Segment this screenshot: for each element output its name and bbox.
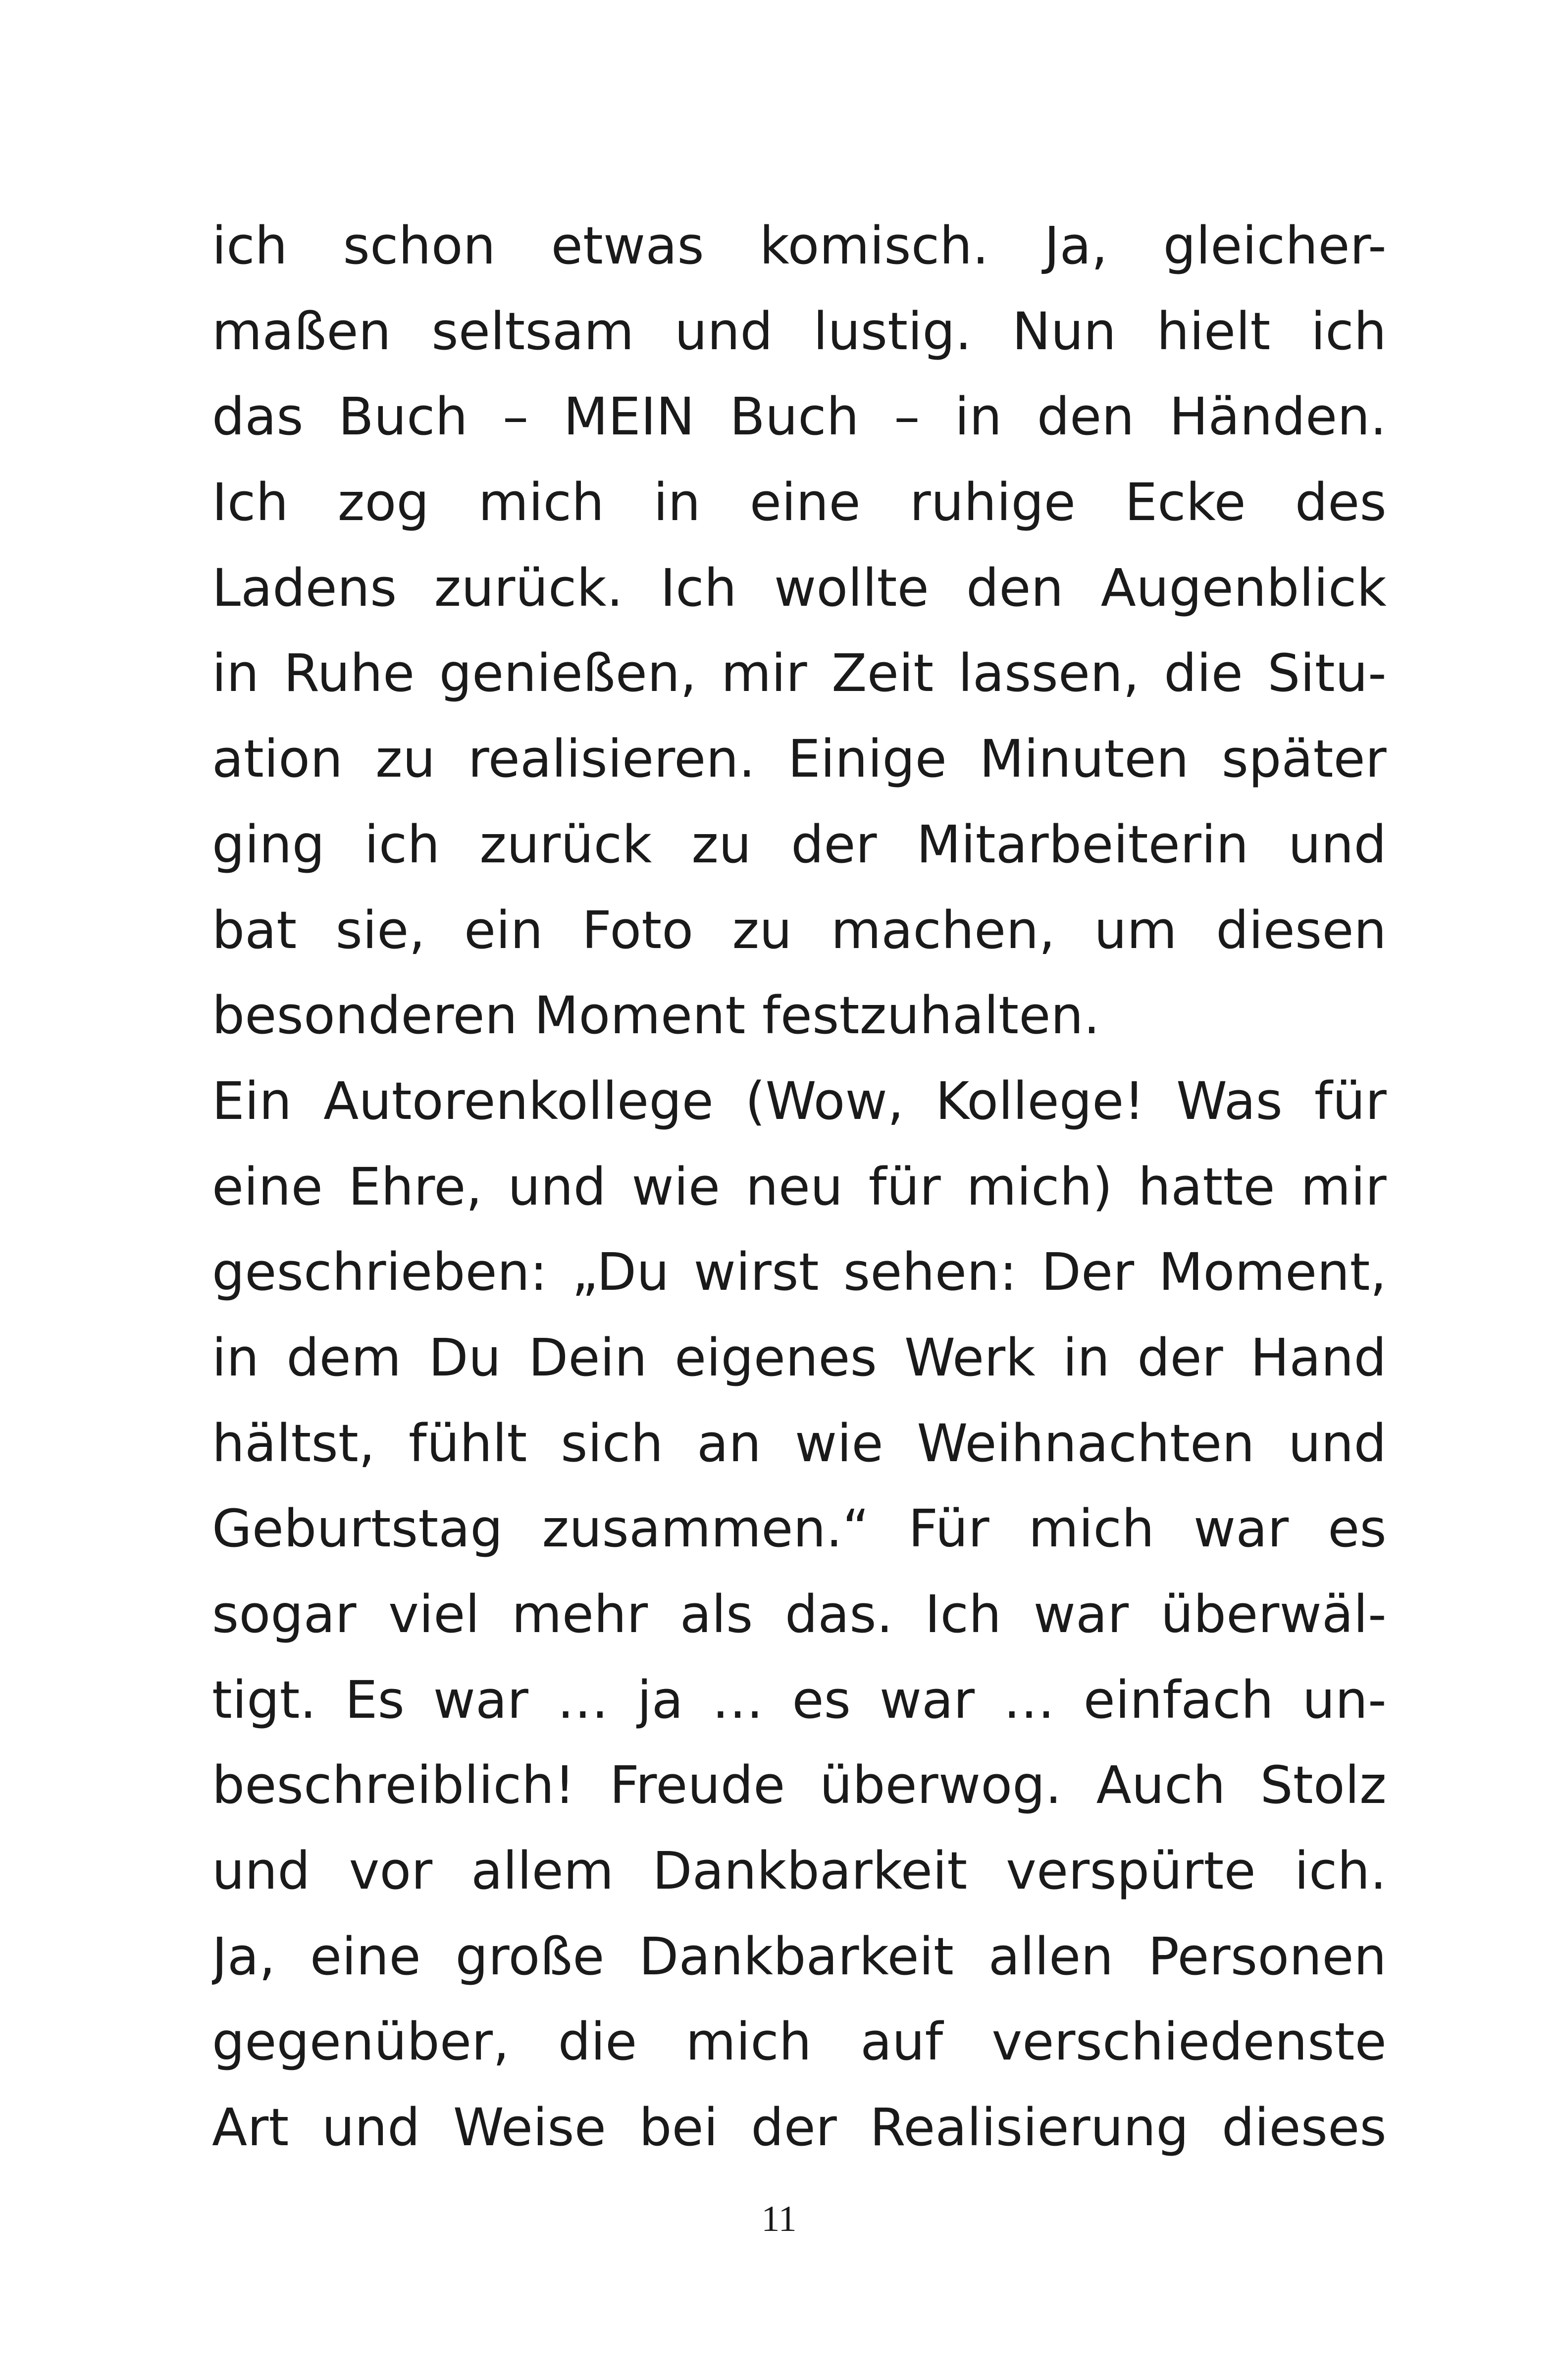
- text-line: Ladens zurück. Ich wollte den Augenblick: [212, 557, 1387, 618]
- text-line: Ich zog mich in eine ruhige Ecke des: [212, 472, 1387, 533]
- body-text: [212, 203, 1387, 2189]
- text-line: in Ruhe genießen, mir Zeit lassen, die Situ-: [212, 643, 1387, 704]
- text-line: in dem Du Dein eigenes Werk in der Hand: [212, 1327, 1387, 1388]
- text-line: Art und Weise bei der Realisierung dieses: [212, 2097, 1387, 2158]
- text-line: tigt. Es war … ja … es war … einfach un-: [212, 1669, 1387, 1730]
- text-line: bat sie, ein Foto zu machen, um diesen: [212, 899, 1387, 960]
- text-line: sogar viel mehr als das. Ich war überwäl-: [212, 1584, 1387, 1644]
- text-line: gegenüber, die mich auf verschiedenste: [212, 2011, 1387, 2072]
- text-line: ging ich zurück zu der Mitarbeiterin und: [212, 814, 1387, 875]
- text-line: maßen seltsam und lustig. Nun hielt ich: [212, 301, 1387, 362]
- text-line: und vor allem Dankbarkeit verspürte ich.: [212, 1841, 1387, 1902]
- text-line: Ein Autorenkollege (Wow, Kollege! Was für: [212, 1070, 1387, 1131]
- text-line: geschrieben: „Du wirst sehen: Der Moment,: [212, 1242, 1387, 1303]
- text-line: ation zu realisieren. Einige Minuten später: [212, 729, 1387, 790]
- page-number: 11: [761, 2199, 797, 2239]
- text-line: beschreiblich! Freude überwog. Auch Stolz: [212, 1755, 1387, 1816]
- text-line: Geburtstag zusammen.“ Für mich war es: [212, 1498, 1387, 1559]
- text-line: eine Ehre, und wie neu für mich) hatte mir: [212, 1156, 1387, 1217]
- text-line: besonderen Moment festzuhalten.: [212, 985, 1100, 1046]
- text-line: Ja, eine große Dankbarkeit allen Personen: [212, 1926, 1387, 1987]
- text-line: hältst, fühlt sich an wie Weihnachten und: [212, 1413, 1387, 1474]
- text-line: ich schon etwas komisch. Ja, gleicher-: [212, 215, 1387, 276]
- text-line: das Buch – MEIN Buch – in den Händen.: [212, 386, 1387, 447]
